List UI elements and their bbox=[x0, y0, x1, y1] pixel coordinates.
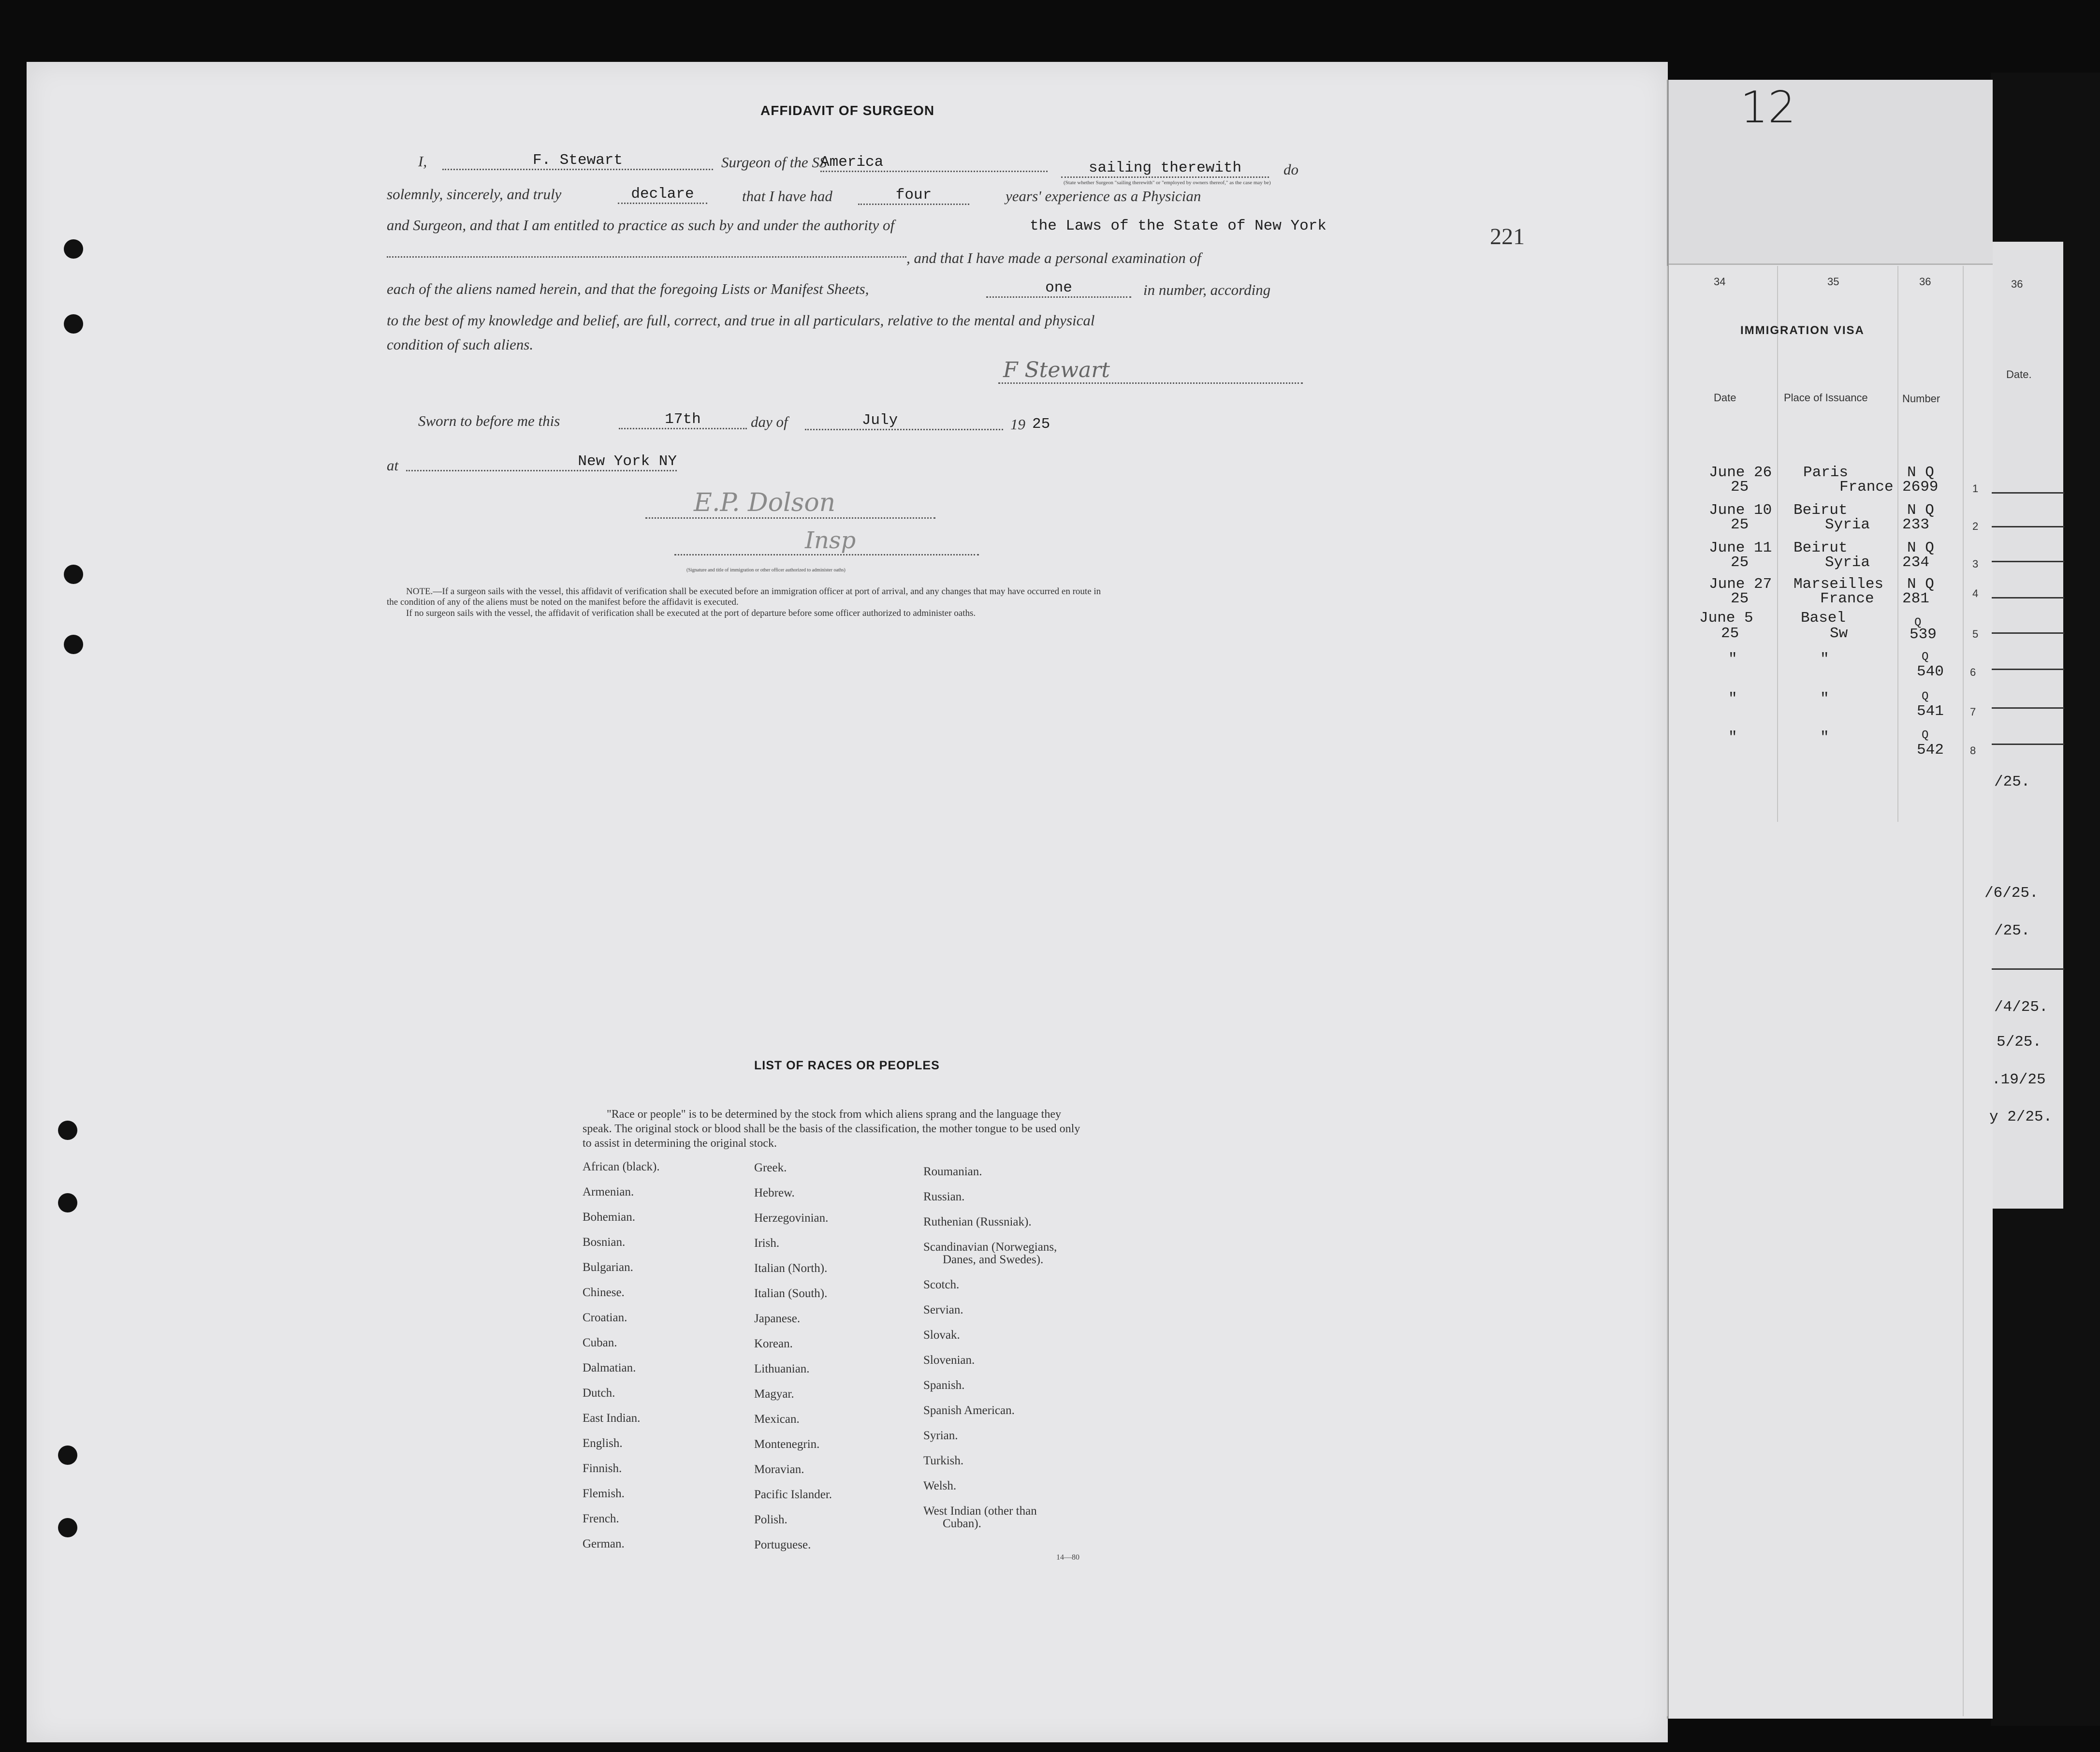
race-item: Herzegovinian. bbox=[754, 1212, 829, 1225]
race-item: Roumanian. bbox=[923, 1165, 982, 1178]
race-item: Irish. bbox=[754, 1237, 780, 1250]
partial-date: /25. bbox=[1994, 922, 2030, 939]
surgeon-signature: F Stewart bbox=[998, 358, 1303, 384]
col-number: 35 bbox=[1827, 276, 1839, 288]
race-item: Spanish. bbox=[923, 1379, 965, 1392]
partial-date: /4/25. bbox=[1994, 999, 2048, 1016]
sworn-year: 25 bbox=[1032, 416, 1050, 433]
sworn-place: New York NY bbox=[406, 453, 677, 471]
ship-name: America bbox=[820, 154, 1048, 172]
binder-hole bbox=[58, 1121, 77, 1140]
race-item: Armenian. bbox=[583, 1185, 634, 1198]
race-item: Hebrew. bbox=[754, 1186, 795, 1199]
note-line-1: NOTE.—If a surgeon sails with the vessel, this affidavit of verification shall be executed before an immigration officer at port of arrival, and any changes that may have occurred en route in bbox=[406, 586, 1101, 597]
sheet-number: 12 bbox=[1740, 82, 1796, 133]
race-item: Chinese. bbox=[583, 1286, 625, 1299]
race-item: English. bbox=[583, 1437, 623, 1450]
race-item: Portuguese. bbox=[754, 1538, 811, 1551]
race-item: Scandinavian (Norwegians, bbox=[923, 1241, 1057, 1254]
race-item: Pacific Islander. bbox=[754, 1488, 832, 1501]
visa-title: IMMIGRATION VISA bbox=[1740, 324, 1865, 337]
race-item: Cuban. bbox=[583, 1336, 617, 1349]
race-item: Mexican. bbox=[754, 1413, 800, 1426]
partial-date: .19/25 bbox=[1992, 1071, 2046, 1088]
race-item: Syrian. bbox=[923, 1429, 958, 1442]
affidavit-title: AFFIDAVIT OF SURGEON bbox=[760, 103, 935, 118]
races-intro: "Race or people" is to be determined by the stock from which aliens sprang and the language they speak. The original stock or blood shall be the basis of the classification, the mother tongue to be used only to assist in determining the original stock. bbox=[583, 1108, 1080, 1150]
sworn-month: July bbox=[805, 412, 1003, 430]
note-line-3: If no surgeon sails with the vessel, the affidavit of verification shall be executed at the port of departure before some officer authorized to administer oaths. bbox=[406, 608, 976, 618]
binder-hole bbox=[64, 565, 83, 584]
partial-date: /6/25. bbox=[1984, 885, 2039, 902]
sailing-status: sailing therewith bbox=[1061, 160, 1269, 178]
race-item: Moravian. bbox=[754, 1463, 804, 1476]
officer-signature: E.P. Dolson bbox=[645, 488, 935, 519]
race-item: French. bbox=[583, 1512, 619, 1525]
race-item: Dutch. bbox=[583, 1387, 615, 1400]
race-item: Servian. bbox=[923, 1303, 963, 1316]
header-place: Place of Issuance bbox=[1784, 392, 1868, 404]
col-number: 34 bbox=[1714, 276, 1726, 288]
race-item: Danes, and Swedes). bbox=[943, 1253, 1044, 1266]
races-col-2 bbox=[754, 1161, 832, 1563]
race-item: East Indian. bbox=[583, 1412, 641, 1425]
col-number: 36 bbox=[1919, 276, 1931, 288]
header-date: Date bbox=[1714, 392, 1736, 404]
surgeon-name: F. Stewart bbox=[442, 152, 713, 170]
race-item: Japanese. bbox=[754, 1312, 801, 1325]
partial-date: 5/25. bbox=[1997, 1034, 2042, 1051]
binder-hole bbox=[64, 635, 83, 654]
race-item: African (black). bbox=[583, 1160, 660, 1173]
race-item: Montenegrin. bbox=[754, 1438, 820, 1451]
race-item: Magyar. bbox=[754, 1387, 794, 1401]
note-line-2: the condition of any of the aliens must be noted on the manifest before the affidavit is executed. bbox=[387, 597, 739, 607]
practice-authority: the Laws of the State of New York bbox=[1030, 218, 1327, 234]
race-item: Dalmatian. bbox=[583, 1361, 636, 1374]
race-item: Greek. bbox=[754, 1161, 787, 1174]
binder-hole bbox=[58, 1193, 77, 1212]
race-item: Flemish. bbox=[583, 1487, 625, 1500]
sworn-day: 17th bbox=[619, 411, 747, 429]
declare-word: declare bbox=[618, 186, 707, 204]
manifest-sheets-count: one bbox=[986, 279, 1131, 298]
race-item: Slovak. bbox=[923, 1329, 960, 1342]
binder-hole bbox=[58, 1518, 77, 1537]
race-item: Turkish. bbox=[923, 1454, 964, 1467]
race-item: Bulgarian. bbox=[583, 1261, 633, 1274]
race-item: Spanish American. bbox=[923, 1404, 1015, 1417]
years-experience: four bbox=[858, 187, 969, 205]
race-item: Bohemian. bbox=[583, 1211, 636, 1224]
partial-date: y 2/25. bbox=[1989, 1109, 2053, 1125]
partial-date: /25. bbox=[1994, 774, 2030, 790]
race-item: Korean. bbox=[754, 1337, 793, 1350]
race-item: Cuban). bbox=[943, 1517, 981, 1530]
race-item: German. bbox=[583, 1537, 625, 1550]
race-item: Polish. bbox=[754, 1513, 788, 1526]
page-number: 221 bbox=[1490, 224, 1525, 249]
race-item: West Indian (other than bbox=[923, 1504, 1037, 1518]
race-item: Ruthenian (Russniak). bbox=[923, 1215, 1032, 1228]
race-item: Russian. bbox=[923, 1190, 965, 1203]
race-item: Bosnian. bbox=[583, 1236, 626, 1249]
race-item: Italian (South). bbox=[754, 1287, 828, 1300]
race-item: Croatian. bbox=[583, 1311, 627, 1324]
race-item: Lithuanian. bbox=[754, 1362, 810, 1375]
races-col-3 bbox=[923, 1165, 1057, 1542]
header-date-2: Date. bbox=[2006, 368, 2032, 380]
binder-hole bbox=[64, 239, 83, 259]
race-item: Slovenian. bbox=[923, 1354, 975, 1367]
race-item: Italian (North). bbox=[754, 1262, 828, 1275]
race-item: Welsh. bbox=[923, 1479, 957, 1492]
binder-hole bbox=[64, 314, 83, 334]
form-code: 14—80 bbox=[1056, 1553, 1079, 1562]
header-number: Number bbox=[1902, 393, 1940, 405]
underlying-page-edge bbox=[1991, 242, 2063, 1209]
race-item: Finnish. bbox=[583, 1462, 622, 1475]
races-col-1 bbox=[583, 1160, 660, 1562]
binder-hole bbox=[58, 1445, 77, 1465]
races-title: LIST OF RACES OR PEOPLES bbox=[754, 1059, 940, 1072]
col-number: 36 bbox=[2011, 278, 2023, 290]
race-item: Scotch. bbox=[923, 1278, 960, 1291]
officer-title: Insp bbox=[674, 527, 979, 555]
